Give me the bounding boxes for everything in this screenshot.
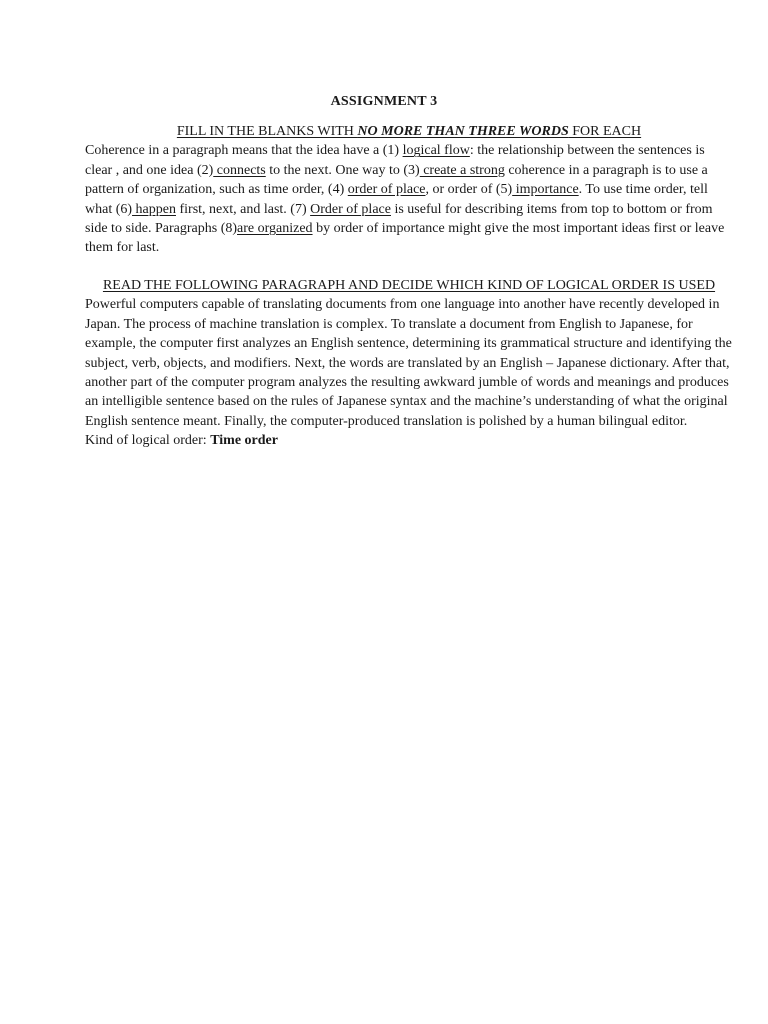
section2-heading: READ THE FOLLOWING PARAGRAPH AND DECIDE WHICH KIND OF LOGICAL ORDER IS USED (102, 278, 716, 293)
text-segment: first, next, and last. (7) (175, 201, 311, 217)
logical-order-section (85, 276, 733, 451)
reading-paragraph: Powerful computers capable of translating documents from one language into another have recently developed in Japan. The process of machine translation is complex. To translate a document from English to Japanese, for example, the computer first analyzes an English sentence, determining its grammatical structure and identifying the subject, verb, objects, and modifiers. Next, the words are translated by an English – Japanese dictionary. After that, another part of the computer program analyzes the resulting awkward jumble of words and meanings and produces an intelligible sentence based on the rules of Japanese syntax and the machine’s understanding of what the original English sentence meant. Finally, the computer-produced translation is polished by a human bilingual editor. (85, 297, 732, 429)
page-title: ASSIGNMENT 3 (330, 94, 438, 109)
section1-heading (85, 122, 733, 141)
answer-label: Kind of logical order: (85, 433, 211, 449)
text-segment: . To use time order, tell what (6) (85, 182, 708, 217)
answer-blank-7: Order of place (310, 201, 391, 217)
answer-value: Time order (210, 433, 278, 449)
answer-blank-3: create a strong (419, 162, 505, 178)
answer-line (85, 431, 733, 450)
answer-blank-5: importance (512, 182, 579, 198)
heading-emphasis: NO MORE THAN THREE WORDS (357, 124, 569, 139)
fill-in-paragraph (85, 141, 733, 257)
answer-blank-4: order of place (347, 182, 426, 198)
answer-blank-6: happen (132, 201, 176, 217)
answer-blank-2: connects (213, 162, 266, 178)
text-segment: , or order of (5) (425, 182, 513, 198)
text-segment: to the next. One way to (3) (265, 162, 420, 178)
text-segment: coherence in a paragraph is to use a pattern of organization, such as time order, (4) (85, 162, 708, 198)
heading-prefix: FILL IN THE BLANKS WITH (176, 124, 358, 139)
text-segment: by order of importance might give the most important ideas first or leave them for last. (85, 221, 725, 256)
fill-in-blanks-section (85, 122, 733, 258)
text-segment: is useful for describing items from top to bottom or from side to side. Paragraphs (8) (85, 201, 713, 237)
answer-blank-1: logical flow (402, 143, 470, 159)
heading-suffix: FOR EACH (568, 124, 642, 139)
text-segment: Coherence in a paragraph means that the idea have a (1) (85, 143, 403, 159)
text-segment: : the relationship between the sentences is clear , and one idea (2) (85, 143, 705, 178)
answer-blank-8: are organized (237, 221, 313, 237)
